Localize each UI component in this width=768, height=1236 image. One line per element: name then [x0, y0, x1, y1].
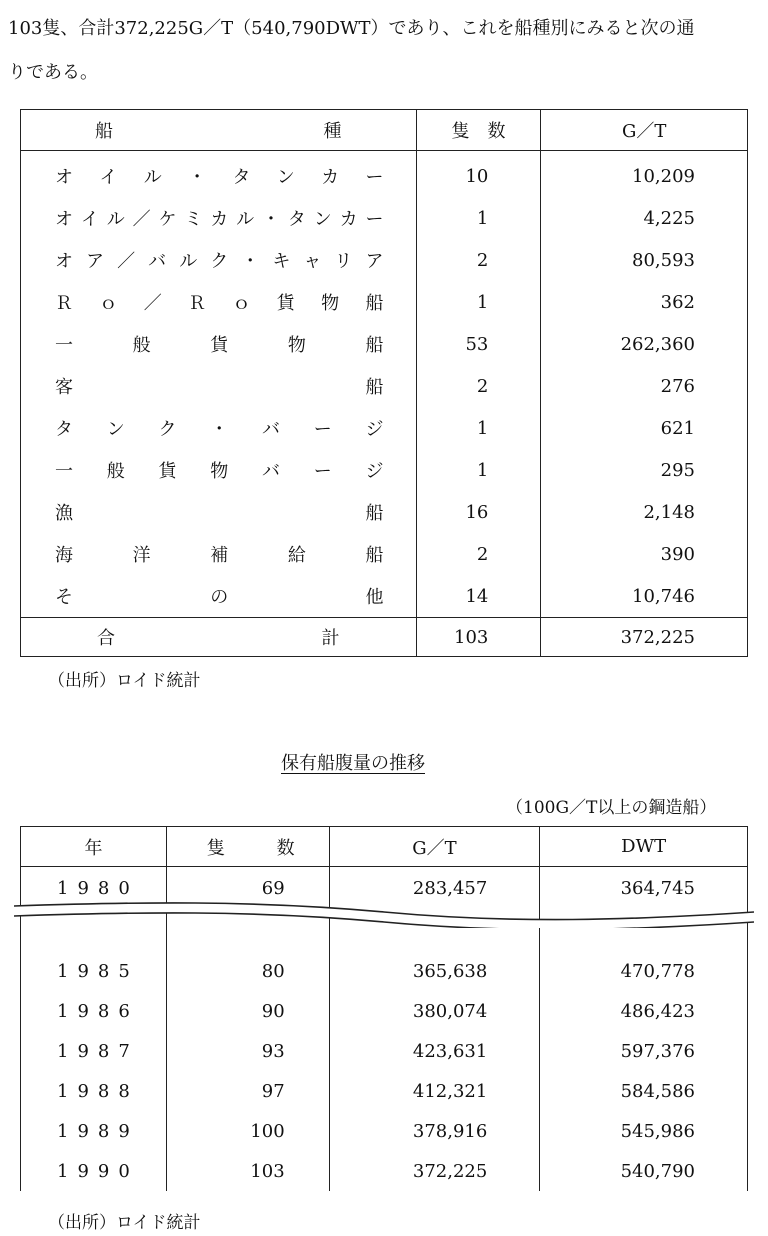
fleet-table-title: 保有船腹量の推移 [281, 753, 425, 774]
header-ship-type: 船 種 [21, 110, 417, 151]
table-row [21, 323, 748, 365]
header-dwt: DWT [540, 827, 748, 867]
ship-type-cell: Ｒ ｏ ／ Ｒ ｏ 貨 物 船 [55, 293, 384, 314]
count-cell: 2 [416, 239, 541, 281]
ship-type-cell: オ イ ル ／ ケ ミ カ ル ・ タ ン カ ー [55, 209, 384, 230]
gt-cell: 380,074 [329, 991, 540, 1031]
intro-line-1: 103隻、合計372,225G／T（540,790DWT）であり、これを船種別にみると次の通 [8, 18, 695, 39]
gt-cell: 378,916 [329, 1111, 540, 1151]
ship-type-cell: オ イ ル ・ タ ン カ ー [55, 167, 384, 188]
count-cell: 1 [416, 281, 541, 323]
table-row [21, 281, 748, 323]
source-note-2: （出所）ロイド統計 [48, 1213, 201, 1233]
ship-type-cell: 一 般 貨 物 船 [55, 335, 384, 356]
count-cell: 97 [166, 1071, 329, 1111]
count-cell: 103 [166, 1151, 329, 1191]
gt-cell: 262,360 [541, 323, 748, 365]
table-row [21, 449, 748, 491]
table-row [21, 151, 748, 198]
table-header-row [21, 827, 748, 867]
gt-cell: 390 [541, 533, 748, 575]
dwt-cell: 545,986 [540, 1111, 748, 1151]
gt-cell: 4,225 [541, 197, 748, 239]
ship-type-cell: 一 般 貨 物 バ ー ジ [55, 461, 384, 482]
total-row [21, 618, 748, 657]
ship-type-cell: 漁 船 [55, 503, 384, 524]
count-cell: 100 [166, 1111, 329, 1151]
ship-type-cell: タ ン ク ・ バ ー ジ [55, 419, 384, 440]
ship-type-table [20, 109, 748, 657]
ship-type-cell: オ ア ／ バ ル ク ・ キ ャ リ ア [55, 251, 384, 272]
count-cell: 1 [416, 197, 541, 239]
table-row [21, 197, 748, 239]
ship-type-cell: 客 船 [55, 377, 384, 398]
gt-cell: 10,746 [541, 575, 748, 618]
table-row [21, 407, 748, 449]
count-cell: 90 [166, 991, 329, 1031]
table-row [21, 951, 748, 991]
dwt-cell: 540,790 [540, 1151, 748, 1191]
count-cell: 53 [416, 323, 541, 365]
gt-cell: 621 [541, 407, 748, 449]
intro-line-2: りである。 [8, 62, 98, 83]
year-cell: 1988 [57, 1080, 139, 1102]
year-cell: 1986 [57, 1000, 139, 1022]
table-row [21, 491, 748, 533]
table-row [21, 575, 748, 618]
header-year: 年 [21, 827, 167, 867]
count-cell: 2 [416, 365, 541, 407]
table-row [21, 365, 748, 407]
dwt-cell: 486,423 [540, 991, 748, 1031]
table-row [21, 1071, 748, 1111]
ship-type-cell: 海 洋 補 給 船 [55, 545, 384, 566]
gt-cell: 295 [541, 449, 748, 491]
header-gt: G／T [329, 827, 540, 867]
dwt-cell: 364,745 [540, 867, 748, 910]
gt-cell: 412,321 [329, 1071, 540, 1111]
table-break-mark [14, 900, 754, 928]
year-cell: 1987 [57, 1040, 139, 1062]
table-row [21, 533, 748, 575]
source-note-1: （出所）ロイド統計 [48, 671, 201, 691]
table-row [21, 1031, 748, 1071]
count-cell: 80 [166, 951, 329, 991]
year-cell: 1980 [57, 877, 139, 899]
total-count: 103 [416, 618, 541, 657]
count-cell: 2 [416, 533, 541, 575]
count-cell: 16 [416, 491, 541, 533]
dwt-cell: 470,778 [540, 951, 748, 991]
dwt-cell: 597,376 [540, 1031, 748, 1071]
total-label: 合 計 [21, 618, 417, 657]
table-row [21, 1111, 748, 1151]
gt-cell: 365,638 [329, 951, 540, 991]
year-cell: 1989 [57, 1120, 139, 1142]
count-cell: 14 [416, 575, 541, 618]
year-cell: 1985 [57, 960, 139, 982]
gt-cell: 423,631 [329, 1031, 540, 1071]
gt-cell: 362 [541, 281, 748, 323]
year-cell: 1990 [57, 1160, 139, 1182]
header-gt: G／T [541, 110, 748, 151]
table-header-row [21, 110, 748, 151]
gt-cell: 2,148 [541, 491, 748, 533]
fleet-table-note: （100G／T以上の鋼造船） [506, 798, 717, 818]
count-cell: 1 [416, 407, 541, 449]
gt-cell: 10,209 [541, 151, 748, 198]
fleet-trend-table [20, 826, 748, 1191]
count-cell: 69 [166, 867, 329, 910]
gt-cell: 80,593 [541, 239, 748, 281]
count-cell: 10 [416, 151, 541, 198]
header-count: 隻 数 [166, 827, 329, 867]
table-row [21, 991, 748, 1031]
count-cell: 93 [166, 1031, 329, 1071]
gt-cell: 372,225 [329, 1151, 540, 1191]
count-cell: 1 [416, 449, 541, 491]
table-row [21, 1151, 748, 1191]
gt-cell: 283,457 [329, 867, 540, 910]
table-row [21, 239, 748, 281]
dwt-cell: 584,586 [540, 1071, 748, 1111]
total-gt: 372,225 [541, 618, 748, 657]
ship-type-cell: そ の 他 [55, 587, 384, 608]
header-count: 隻 数 [416, 110, 541, 151]
gt-cell: 276 [541, 365, 748, 407]
